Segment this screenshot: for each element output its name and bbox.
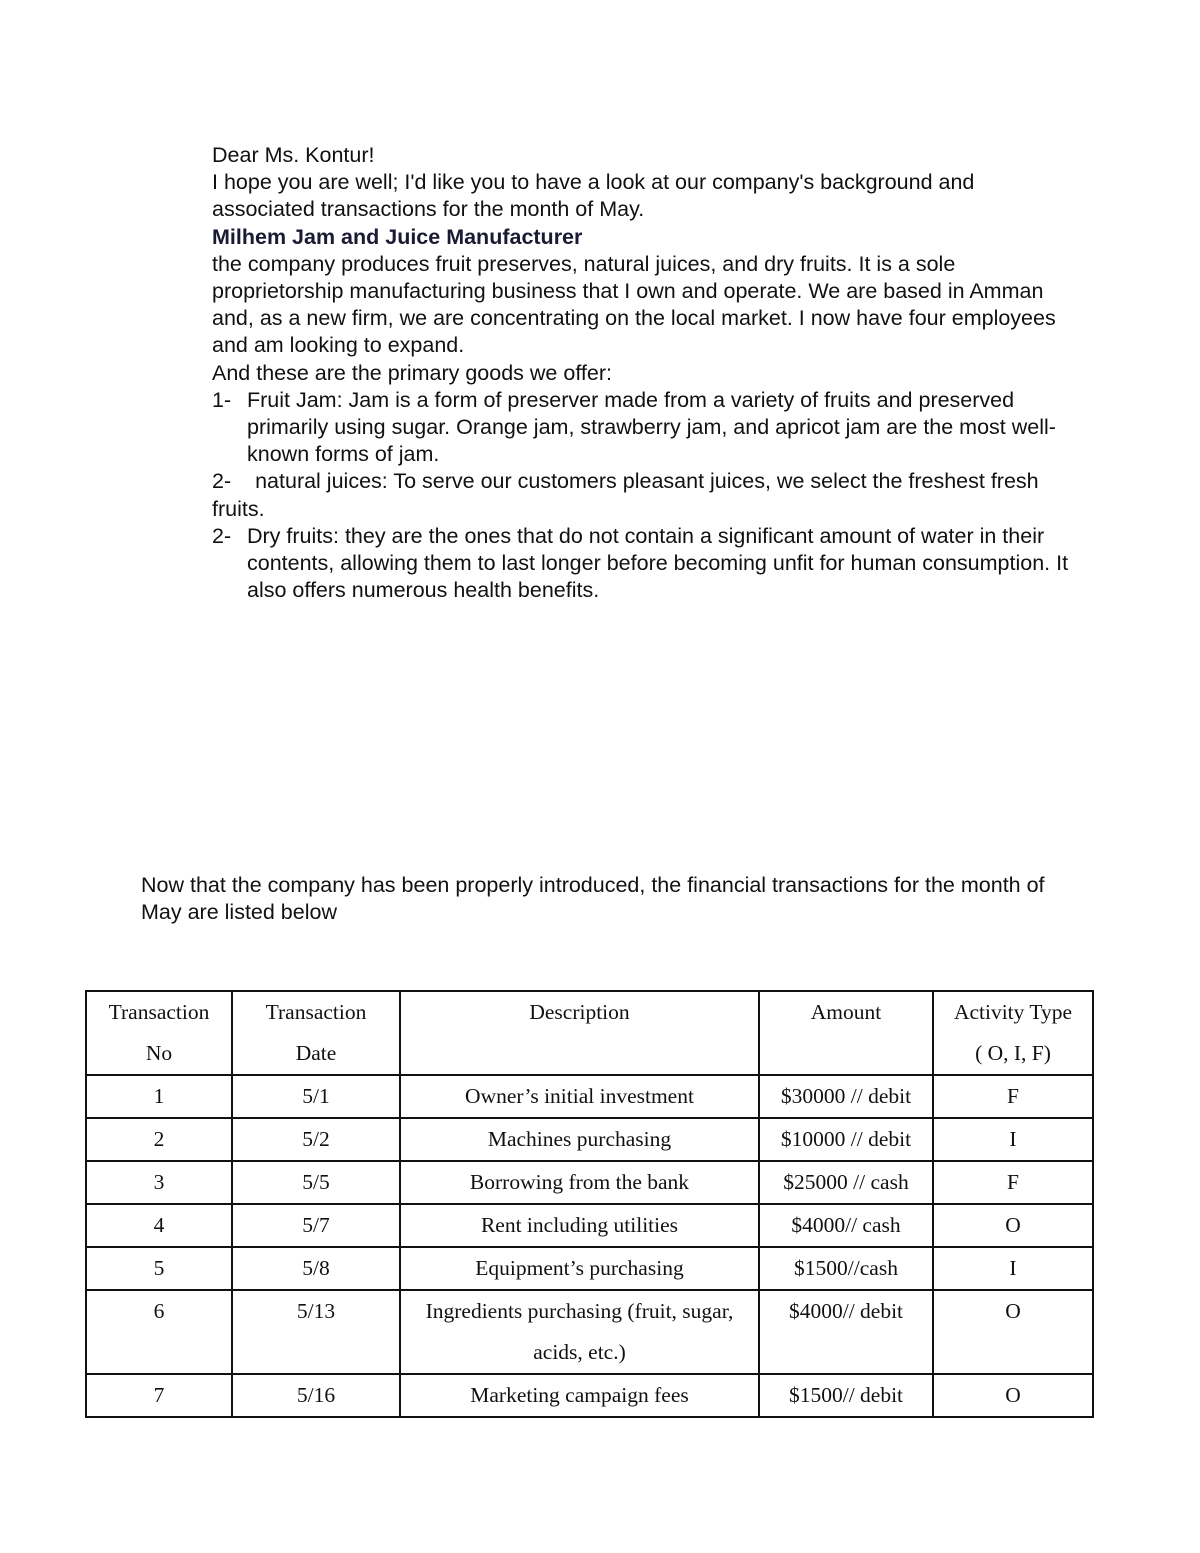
greeting: Dear Ms. Kontur!	[212, 143, 375, 167]
goods-item-juices	[212, 468, 1072, 522]
transactions-intro-text: Now that the company has been properly introduced, the financial transactions for the month of May are listed below	[141, 873, 1045, 925]
cell-no: 7	[86, 1374, 232, 1417]
cell-amount: $25000 // cash	[759, 1161, 933, 1204]
cell-activity-type: F	[933, 1075, 1093, 1118]
table-row	[86, 1290, 1093, 1374]
cell-no: 4	[86, 1204, 232, 1247]
company-description: the company produces fruit preserves, natural juices, and dry fruits. It is a sole proprietorship manufacturing business that I own and operate. We are based in Amman and, as a new firm, we are concentrating on the local market. I now have four employees and am looking to expand.	[212, 251, 1056, 358]
cell-description: Equipment’s purchasing	[400, 1247, 759, 1290]
cell-description: Machines purchasing	[400, 1118, 759, 1161]
company-name: Milhem Jam and Juice Manufacturer	[212, 224, 583, 249]
cell-description: Marketing campaign fees	[400, 1374, 759, 1417]
cell-date: 5/2	[232, 1118, 400, 1161]
cell-date: 5/16	[232, 1374, 400, 1417]
header-activity-type: Activity Type ( O, I, F)	[933, 991, 1093, 1075]
cell-activity-type: I	[933, 1118, 1093, 1161]
table-row	[86, 1204, 1093, 1247]
table-row	[86, 1161, 1093, 1204]
cell-amount: $4000// debit	[759, 1290, 933, 1374]
transactions-table	[85, 990, 1094, 1418]
goods-item-jam	[212, 387, 1072, 469]
cell-activity-type: I	[933, 1247, 1093, 1290]
goods-intro: And these are the primary goods we offer:	[212, 360, 612, 385]
cell-no: 3	[86, 1161, 232, 1204]
table-row	[86, 1247, 1093, 1290]
goods-item-text: natural juices: To serve our customers pleasant juices, we select the freshest fresh fruits.	[212, 469, 1039, 521]
header-transaction-date: Transaction Date	[232, 991, 400, 1075]
cell-amount: $1500// debit	[759, 1374, 933, 1417]
cell-no: 5	[86, 1247, 232, 1290]
cell-date: 5/5	[232, 1161, 400, 1204]
table-row	[86, 1374, 1093, 1417]
goods-item-number: 2-	[212, 523, 232, 548]
goods-item-number: 2-	[212, 469, 232, 494]
cell-description: Borrowing from the bank	[400, 1161, 759, 1204]
letter-body	[212, 142, 1072, 604]
cell-amount: $10000 // debit	[759, 1118, 933, 1161]
header-description: Description	[400, 991, 759, 1075]
cell-activity-type: F	[933, 1161, 1093, 1204]
goods-item-text: Fruit Jam: Jam is a form of preserver made from a variety of fruits and preserved primarily using sugar. Orange jam, strawberry jam, and apricot jam are the most well-known forms of jam.	[247, 387, 1056, 467]
table-row	[86, 1118, 1093, 1161]
goods-item-dry-fruits	[212, 523, 1072, 605]
cell-date: 5/7	[232, 1204, 400, 1247]
table-header-row	[86, 991, 1093, 1075]
cell-amount: $30000 // debit	[759, 1075, 933, 1118]
goods-item-number: 1-	[212, 387, 232, 412]
cell-activity-type: O	[933, 1204, 1093, 1247]
cell-date: 5/1	[232, 1075, 400, 1118]
cell-date: 5/13	[232, 1290, 400, 1374]
transactions-intro	[141, 872, 1061, 926]
cell-activity-type: O	[933, 1290, 1093, 1374]
cell-description: Owner’s initial investment	[400, 1075, 759, 1118]
intro-paragraph: I hope you are well; I'd like you to have a look at our company's background and associated transactions for the month of May.	[212, 170, 975, 222]
cell-activity-type: O	[933, 1374, 1093, 1417]
cell-no: 6	[86, 1290, 232, 1374]
table-row	[86, 1075, 1093, 1118]
cell-date: 5/8	[232, 1247, 400, 1290]
cell-description: Rent including utilities	[400, 1204, 759, 1247]
cell-description: Ingredients purchasing (fruit, sugar, acids, etc.)	[400, 1290, 759, 1374]
cell-amount: $4000// cash	[759, 1204, 933, 1247]
cell-no: 1	[86, 1075, 232, 1118]
cell-amount: $1500//cash	[759, 1247, 933, 1290]
cell-no: 2	[86, 1118, 232, 1161]
goods-item-text: Dry fruits: they are the ones that do not contain a significant amount of water in their contents, allowing them to last longer before becoming unfit for human consumption. It also offers numerous health benefits.	[247, 523, 1069, 603]
header-transaction-no: Transaction No	[86, 991, 232, 1075]
header-amount: Amount	[759, 991, 933, 1075]
